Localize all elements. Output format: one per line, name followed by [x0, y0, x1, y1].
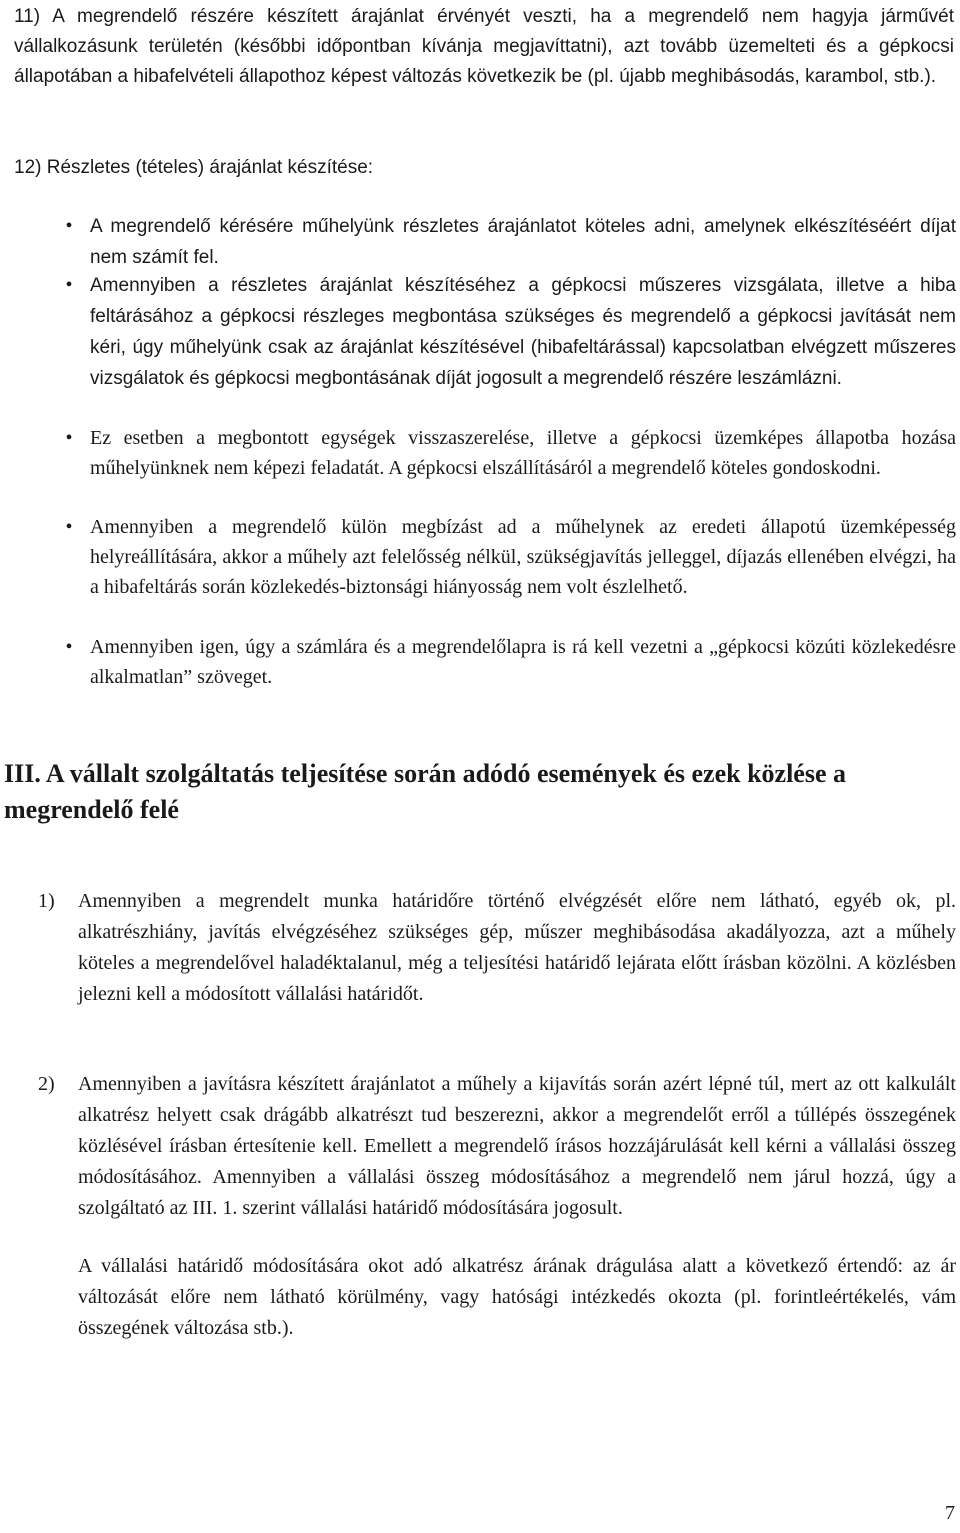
bullet-text: Amennyiben igen, úgy a számlára és a megrendelőlapra is rá kell vezetni a „gépkocsi közúti közlekedésre alkalmatlan” szöveget. [90, 636, 956, 688]
numbered-paragraph [38, 1069, 956, 1224]
paragraph-text: Amennyiben a javításra készített árajánlatot a műhely a kijavítás során azért lépné túl, mert az ott kalkulált alkatrész helyett csak drágább alkatrészt tud beszerezni, akkor a megrendelőt erről a túllépés összegének közlésével írásban értesítenie kell. Emellett a megrendelő írásos hozzájárulását kell kérni a vállalási összeg módosításához. Amennyiben a vállalási összeg módosításához a megrendelő nem járul hozzá, úgy a szolgáltató az III. 1. szerint vállalási határidő módosítására jogosult. [78, 1073, 956, 1219]
bullet-item [65, 632, 956, 692]
note-paragraph: A vállalási határidő módosítására okot adó alkatrész árának drágulása alatt a következő értendő: az ár változását előre nem látható körülmény, vagy hatósági intézkedés okozta (pl. forintleértékelés, vám összegének változása stb.). [78, 1255, 956, 1339]
item-12-heading [14, 153, 914, 183]
bullet-dot-icon: • [65, 636, 73, 658]
section-heading: III. A vállalt szolgáltatás teljesítése során adódó események és ezek közlése a megrendelő felé [4, 759, 847, 824]
item-11-number: 11) [14, 6, 41, 27]
item-11 [14, 2, 954, 92]
bullet-item [65, 512, 956, 602]
bullet-dot-icon: • [65, 215, 73, 237]
bullet-text: Amennyiben a részletes árajánlat készítéséhez a gépkocsi műszeres vizsgálata, illetve a hiba feltárásához a gépkocsi részleges megbontása szükséges és megrendelő a gépkocsi javítását nem kéri, úgy műhelyünk csak az árajánlat készítésével (hibafeltárással) kapcsolatban elvégzett műszeres vizsgálatok és gépkocsi megbontásának díját jogosult a megrendelő részére leszámlázni. [90, 275, 956, 389]
numbered-paragraph [38, 886, 956, 1010]
bullet-dot-icon: • [65, 516, 73, 538]
item-12-number: 12) [14, 157, 42, 178]
bullet-item [65, 211, 956, 273]
bullet-dot-icon: • [65, 427, 73, 449]
page-number: 7 [945, 1502, 955, 1524]
bullet-dot-icon: • [65, 274, 73, 296]
paragraph-text: Amennyiben a megrendelt munka határidőre történő elvégzését előre nem látható, egyéb ok, pl. alkatrészhiány, javítás elvégzéséhez szükséges gép, műszer meghibásodása akadályozza, azt a műhely köteles a megrendelővel haladéktalanul, még a teljesítési határidő lejárata előtt írásban közölni. A közlésben jelezni kell a módosított vállalási határidőt. [78, 890, 956, 1005]
item-12-title: Részletes (tételes) árajánlat készítése: [46, 157, 374, 178]
bullet-text: Amennyiben a megrendelő külön megbízást ad a műhelynek az eredeti állapotú üzemképesség helyreállítására, akkor a műhely azt felelősség nélkül, szükségjavítás jelleggel, díjazás ellenében elvégzi, ha a hibafeltárás során közlekedés-biztonsági hiányosság nem volt észlelhető. [90, 516, 956, 598]
item-11-text: A megrendelő részére készített árajánlat érvényét veszti, ha a megrendelő nem hagyja járművét vállalkozásunk területén (későbbi időpontban kívánja megjavíttatni), azt tovább üzemelteti és a gépkocsi állapotában a hibafelvételi állapothoz képest változás következik be (pl. újabb meghibásodás, karambol, stb.). [14, 6, 954, 87]
paragraph-number: 1) [38, 890, 55, 912]
bullet-text: A megrendelő kérésére műhelyünk részletes árajánlatot köteles adni, amelynek elkészítéséért díjat nem számít fel. [90, 216, 956, 268]
paragraph-number: 2) [38, 1073, 55, 1095]
bullet-item [65, 423, 956, 483]
bullet-item [65, 270, 956, 394]
bullet-text: Ez esetben a megbontott egységek visszaszerelése, illetve a gépkocsi üzemképes állapotba hozása műhelyünknek nem képezi feladatát. A gépkocsi elszállításáról a megrendelő köteles gondoskodni. [90, 427, 956, 479]
